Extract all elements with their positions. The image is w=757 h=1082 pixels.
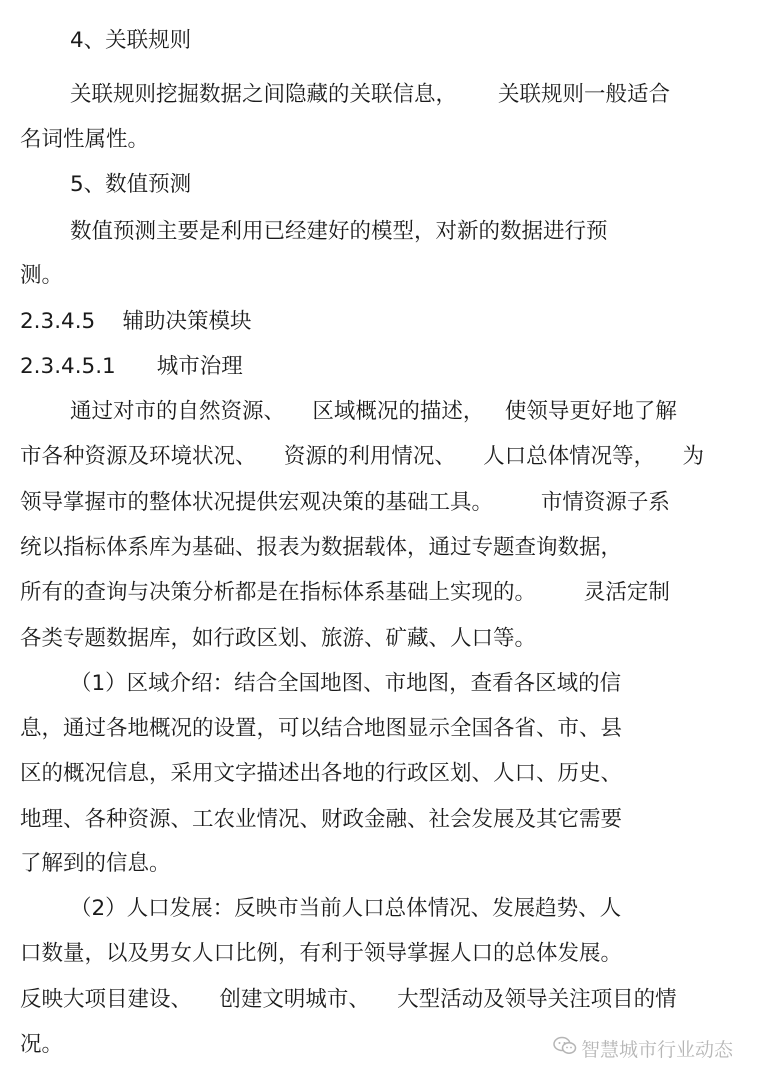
paragraph-line: 口数量，以及男女人口比例，有利于领导掌握人口的总体发展。: [20, 941, 623, 966]
heading-association-rules: 4、关联规则: [70, 28, 192, 53]
watermark: [553, 1035, 733, 1062]
paragraph-line: 反映大项目建设、 创建文明城市、 大型活动及领导关注项目的情: [20, 987, 677, 1012]
section-heading-2-3-4-5-1: 2.3.4.5.1 城市治理: [20, 354, 243, 379]
paragraph-line: 测。: [20, 263, 64, 288]
paragraph-line: 名词性属性。: [20, 127, 150, 152]
list-item-population: （2）人口发展：反映市当前人口总体情况、发展趋势、人: [70, 896, 622, 921]
paragraph-line: 通过对市的自然资源、 区域概况的描述， 使领导更好地了解: [70, 399, 677, 424]
paragraph-line: 息，通过各地概况的设置，可以结合地图显示全国各省、市、县: [20, 716, 623, 741]
paragraph-line: 领导掌握市的整体状况提供宏观决策的基础工具。 市情资源子系: [20, 490, 670, 515]
section-heading-2-3-4-5: 2.3.4.5 辅助决策模块: [20, 309, 252, 334]
paragraph-line: 关联规则挖掘数据之间隐藏的关联信息， 关联规则一般适合: [70, 82, 671, 107]
paragraph-line: 统以指标体系库为基础、报表为数据载体，通过专题查询数据，: [20, 535, 623, 560]
paragraph-line: 况。: [20, 1032, 64, 1057]
paragraph-line: 各类专题数据库，如行政区划、旅游、矿藏、人口等。: [20, 626, 537, 651]
paragraph-line: 数值预测主要是利用已经建好的模型，对新的数据进行预: [70, 219, 608, 244]
paragraph-line: 区的概况信息，采用文字描述出各地的行政区划、人口、历史、: [20, 761, 623, 786]
heading-numeric-prediction: 5、数值预测: [70, 172, 192, 197]
paragraph-line: 市各种资源及环境状况、 资源的利用情况、 人口总体情况等， 为: [20, 444, 705, 469]
wechat-icon: [553, 1036, 581, 1061]
paragraph-line: 了解到的信息。: [20, 851, 171, 876]
paragraph-line: 所有的查询与决策分析都是在指标体系基础上实现的。 灵活定制: [20, 580, 670, 605]
paragraph-line: 地理、各种资源、工农业情况、财政金融、社会发展及其它需要: [20, 807, 623, 832]
list-item-region-intro: （1）区域介绍：结合全国地图、市地图，查看各区域的信: [70, 671, 622, 696]
watermark-text: 智慧城市行业动态: [580, 1039, 733, 1061]
